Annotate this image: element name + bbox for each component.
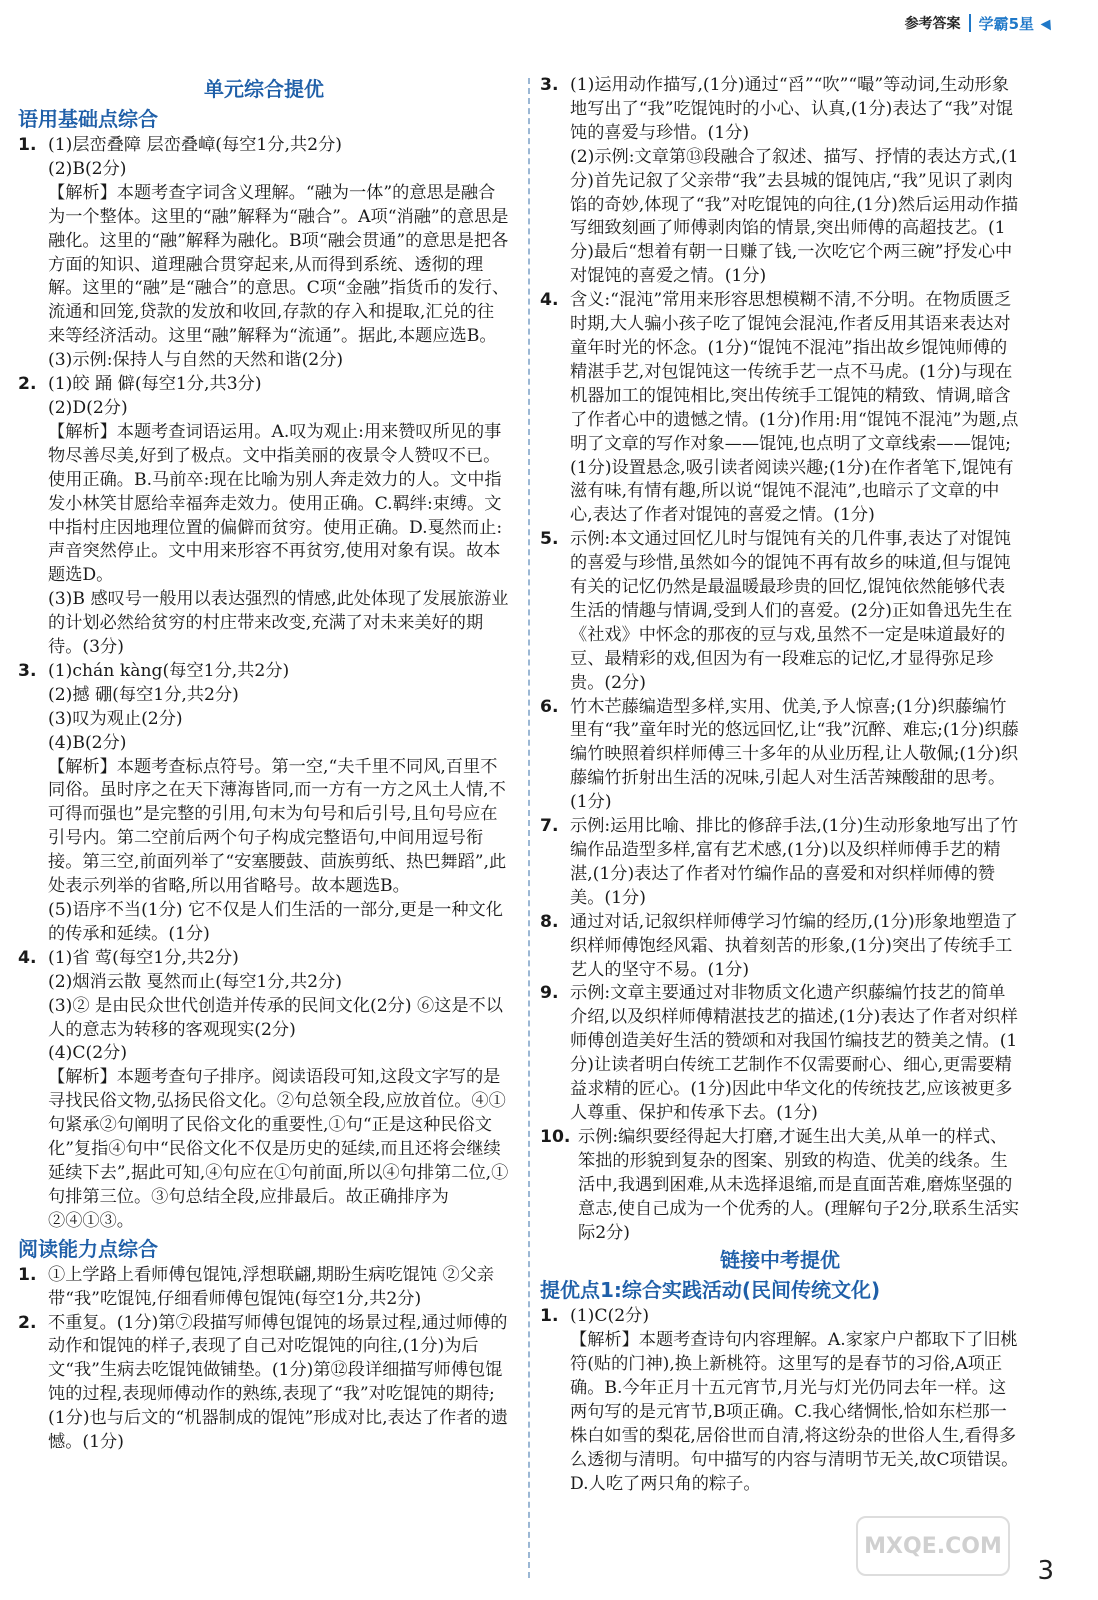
answer-line: (2)示例:文章第⑬段融合了叙述、描写、抒情的表达方式,(1分)首先记叙了父亲带“我”去县城的馄饨店,“我”见识了剥肉馅的奇妙,体现了“我”对吃馄饨的向往,(1分)然后运用动作描写细致刻画了师傅剥肉馅的情景,突出师傅的高超技艺。(1分)最后“想着有朝一日赚了钱,一次吃它个两三碗”抒发心中对馄饨的喜爱之情。(1分)	[570, 146, 1019, 287]
answer-line: ①上学路上看师傅包馄饨,浮想联翩,期盼生病吃馄饨 ②父亲带“我”吃馄饨,仔细看师傅包馄饨(每空1分,共2分)	[48, 1264, 495, 1309]
answer-line: 示例:运用比喻、排比的修辞手法,(1分)生动形象地写出了竹编作品造型多样,富有艺术感,(1分)以及织样师傅手艺的精湛,(1分)表达了作者对竹编作品的喜爱和对织样师傅的赞美。(1分)	[570, 816, 1019, 908]
answer-line: 示例:编织要经得起大打磨,才诞生出大美,从单一的样式、笨拙的形貌到复杂的图案、别致的构造、优美的线条。生活中,我遇到困难,从未选择退缩,而是直面苦难,磨炼坚强的意志,使自己成为一个优秀的人。(理解句子2分,联系生活实际2分)	[578, 1126, 1020, 1243]
question-item	[540, 982, 1020, 1125]
question-item	[18, 660, 510, 947]
answer-line: 含义:“混沌”常用来形容思想模糊不清,不分明。在物质匮乏时期,大人骗小孩子吃了馄饨会混沌,作者反用其语来表达对童年时光的怀念。(1分)“馄饨不混沌”指出故乡馄饨师傅的精湛手艺,对包馄饨这一传统手艺一点不马虎。(1分)与现在机器加工的馄饨相比,突出传统手工馄饨的精致、情调,暗含了作者心中的遗憾之情。(1分)作用:用“馄饨不混沌”为题,点明了文章的写作对象——馄饨,也点明了文章线索——馄饨;(1分)设置悬念,吸引读者阅读兴趣;(1分)在作者笔下,馄饨有滋有味,有情有趣,所以说“馄饨不混沌”,也暗示了文章的中心,表达了作者对馄饨的喜爱之情。(1分)	[570, 290, 1019, 526]
question-item	[540, 289, 1020, 528]
answer-line: (3)② 是由民众世代创造并传承的民间文化(2分) ⑥这是不以人的意志为转移的客观现实(2分)	[48, 995, 503, 1040]
answer-line: (4)C(2分)	[48, 1043, 128, 1064]
subsection-title: 阅读能力点综合	[18, 1236, 158, 1261]
question-number: 2.	[18, 374, 37, 395]
analysis-text: 【解析】本题考查句子排序。阅读语段可知,这段文字写的是寻找民俗文物,弘扬民俗文化。②句总领全段,应放首位。④①句紧承②句阐明了民俗文化的重要性,①句“正是这种民俗文化”复指④句中“民俗文化不仅是历史的延续,而且还将会继续延续下去”,据此可知,④句应在①句前面,所以④句排第二位,①句排第三位。③句总结全段,应排最后。故正确排序为②④①③。	[48, 1067, 509, 1231]
analysis-text: 【解析】本题考查诗句内容理解。A.家家户户都取下了旧桃符(贴的门神),换上新桃符。这里写的是春节的习俗,A项正确。B.今年正月十五元宵节,月光与灯光仍同去年一样。这两句写的是元宵节,B项正确。C.我心绪惆怅,恰如东栏那一株白如雪的梨花,居俗世而自清,将这纷杂的世俗人生,看得多么透彻与清明。句中描写的内容与清明节无关,故C项错误。D.人吃了两只角的粽子。	[570, 1330, 1019, 1494]
question-number: 1.	[540, 1306, 559, 1327]
question-number: 7.	[540, 816, 559, 837]
answer-line: (5)语序不当(1分) 它不仅是人们生活的一部分,更是一种文化的传承和延续。(1分)	[48, 900, 503, 944]
question-number: 9.	[540, 983, 559, 1004]
answer-line: 不重复。(1分)第⑦段描写师傅包馄饨的场景过程,通过师傅的动作和馄饨的样子,表现了自己对吃馄饨的向往,(1分)为后文“我”生病去吃馄饨做铺垫。(1分)第⑫段详细描写师傅包馄饨的过程,表现师傅动作的熟练,表现了“我”对吃馄饨的期待;(1分)也与后文的“机器制成的馄饨”形成对比,表达了作者的遗憾。(1分)	[48, 1312, 508, 1453]
question-item	[540, 74, 1020, 289]
answer-line: (3)示例:保持人与自然的天然和谐(2分)	[48, 350, 344, 371]
question-item	[540, 911, 1020, 983]
subsection-title: 提优点1:综合实践活动(民间传统文化)	[540, 1278, 881, 1303]
analysis-text: 【解析】本题考查词语运用。A.叹为观止:用来赞叹所见的事物尽善尽美,好到了极点。文中指美丽的夜景令人赞叹不已。使用正确。B.马前卒:现在比喻为别人奔走效力的人。文中指发小林笑甘愿给幸福奔走效力。使用正确。C.羁绊:束缚。文中指村庄因地理位置的偏僻而贫穷。使用正确。D.戛然而止:声音突然停止。文中用来形容不再贫穷,使用对象有误。故本题选D。	[48, 421, 503, 586]
answer-line: (1)运用动作描写,(1分)通过“舀”“吹”“嘬”等动词,生动形象地写出了“我”吃馄饨时的小心、认真,(1分)表达了“我”对馄饨的喜爱与珍惜。(1分)	[570, 75, 1014, 143]
question-item	[540, 815, 1020, 911]
subsection-title: 语用基础点综合	[18, 107, 158, 131]
analysis-text: 【解析】本题考查字词含义理解。“融为一体”的意思是融合为一个整体。这里的“融”解释为“融合”。A项“消融”的意思是融化。这里的“融”解释为融化。B项“融会贯通”的意思是把各方面的知识、道理融合贯穿起来,从而得到系统、透彻的理解。这里的“融”是“融合”的意思。C项“金融”指货币的发行、流通和回笼,贷款的发放和收回,存款的存入和提取,汇兑的往来等经济活动。这里“融”解释为“流通”。据此,本题应选B。	[48, 182, 510, 347]
answer-line: (2)烟消云散 戛然而止(每空1分,共2分)	[48, 971, 342, 992]
answer-line: (2)D(2分)	[48, 397, 128, 418]
answer-line: (3)叹为观止(2分)	[48, 708, 183, 729]
question-item	[18, 1264, 510, 1312]
section-title: 单元综合提优	[204, 77, 324, 101]
answer-line: (1)省 莺(每空1分,共2分)	[48, 947, 239, 968]
answer-line: (2)B(2分)	[48, 158, 127, 179]
question-number: 3.	[540, 75, 559, 95]
watermark-logo: MXQE.COM	[856, 1516, 1010, 1576]
question-item	[540, 696, 1020, 816]
brand-logo-icon	[1041, 16, 1056, 30]
question-item	[18, 134, 510, 373]
answer-line: 竹木芒藤编造型多样,实用、优美,予人惊喜;(1分)织藤编竹里有“我”童年时光的悠远回忆,让“我”沉醉、难忘;(1分)织藤编竹映照着织样师傅三十多年的从业历程,让人敬佩;(1分)织藤编竹折射出生活的况味,引起人对生活苦辣酸甜的思考。(1分)	[570, 696, 1019, 813]
question-number: 1.	[18, 1264, 37, 1285]
question-item	[540, 1305, 1020, 1496]
question-number: 1.	[18, 135, 37, 155]
answer-line: (1)层峦叠障 层峦叠嶂(每空1分,共2分)	[48, 135, 342, 155]
left-column	[18, 74, 510, 1455]
answer-line: (1)chán kàng(每空1分,共2分)	[48, 660, 290, 681]
answer-line: (1)皎 踊 僻(每空1分,共3分)	[48, 374, 262, 395]
question-number: 5.	[540, 529, 559, 550]
answer-line: (4)B(2分)	[48, 732, 127, 753]
question-number: 4.	[18, 947, 37, 968]
question-number: 3.	[18, 660, 37, 681]
question-item	[540, 1126, 1020, 1246]
answer-line: (3)B 感叹号一般用以表达强烈的情感,此处体现了发展旅游业的计划必然给贫穷的村庄带来改变,充满了对未来美好的期待。(3分)	[48, 589, 509, 658]
question-number: 2.	[18, 1312, 37, 1333]
page-number: 3	[1037, 1556, 1054, 1586]
question-item	[18, 373, 510, 660]
analysis-text: 【解析】本题考查标点符号。第一空,“夫千里不同风,百里不同俗。虽时序之在天下薄海皆同,而一方有一方之风土人情,不可得而强也”是完整的引用,句末为句号和后引号,且句号应在引号内。第二空前后两个句子构成完整语句,中间用逗号衔接。第三空,前面列举了“安塞腰鼓、茴族剪纸、热巴舞蹈”,此处表示列举的省略,所以用省略号。故本题选B。	[48, 756, 507, 897]
header-divider	[969, 14, 971, 32]
question-item	[18, 1312, 510, 1455]
answer-line: 示例:文章主要通过对非物质文化遗产织藤编竹技艺的简单介绍,以及织样师傅精湛技艺的描述,(1分)表达了作者对织样师傅创造美好生活的赞颂和对我国竹编技艺的赞美之情。(1分)让读者明白传统工艺制作不仅需要耐心、细心,更需要精益求精的匠心。(1分)因此中华文化的传统技艺,应该被更多人尊重、保护和传承下去。(1分)	[570, 983, 1018, 1123]
answer-line: 示例:本文通过回忆儿时与馄饨有关的几件事,表达了对馄饨的喜爱与珍惜,虽然如今的馄饨不再有故乡的味道,但与馄饨有关的记忆仍然是最温暖最珍贵的回忆,馄饨依然能够代表生活的情趣与情调,受到人们的喜爱。(2分)正如鲁迅先生在《社戏》中怀念的那夜的豆与戏,虽然不一定是味道最好的豆、最精彩的戏,但因为有一段难忘的记忆,才显得弥足珍贵。(2分)	[570, 529, 1013, 693]
question-number: 4.	[540, 290, 559, 311]
question-item	[540, 528, 1020, 695]
reference-answer-label: 参考答案	[904, 16, 961, 32]
answer-line: 通过对话,记叙织样师傅学习竹编的经历,(1分)形象地塑造了织样师傅饱经风霜、执着刻苦的形象,(1分)突出了传统手工艺人的坚守不易。(1分)	[570, 911, 1018, 980]
question-item	[18, 947, 510, 1234]
answer-line: (2)撼 硼(每空1分,共2分)	[48, 684, 239, 705]
answer-line: (1)C(2分)	[570, 1306, 650, 1327]
brand-name: 学霸5星	[978, 14, 1034, 33]
page-header	[905, 8, 1054, 38]
right-column	[540, 74, 1020, 1497]
question-number: 6.	[540, 696, 559, 717]
section-title: 链接中考提优	[720, 1248, 840, 1273]
column-divider	[528, 78, 530, 1578]
question-number: 8.	[540, 911, 559, 932]
question-number: 10.	[540, 1126, 571, 1147]
